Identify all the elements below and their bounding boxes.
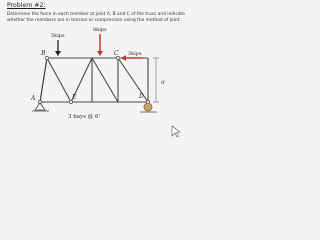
height-label: 8' (161, 80, 166, 86)
member-diagonal-right (92, 58, 118, 102)
load-arrow-c-head (121, 55, 126, 61)
member-be (47, 58, 71, 102)
roller-support-wheel (144, 103, 152, 111)
roller-support (140, 103, 157, 112)
truss-members (40, 58, 148, 102)
joint-marker-b (45, 56, 48, 59)
span-label: 3 bays @ 6' (68, 114, 100, 120)
load-label-3kips: 3kips (128, 51, 142, 57)
joint-label-b: B (41, 50, 46, 57)
pin-support (32, 103, 49, 111)
joint-label-a: A (31, 95, 36, 102)
problem-title: Problem #2: (7, 2, 46, 9)
joint-label-c: C (114, 50, 119, 57)
pin-support-triangle (35, 103, 45, 110)
load-arrow-mid-head (97, 51, 103, 56)
load-arrow-b-head (55, 51, 61, 56)
truss-figure (0, 0, 200, 161)
load-label-8kips: 8kips (93, 27, 107, 33)
cursor-icon (172, 126, 180, 137)
load-label-5kips: 5kips (51, 33, 65, 39)
problem-statement: Determine the force in each member at joint A, B and C of the truss and indicate whether the members are in tension or compression using the method of joint. (7, 12, 185, 24)
member-ae (40, 58, 47, 102)
cursor-shape (172, 126, 180, 137)
joint-label-d: D (139, 93, 144, 100)
joint-label-e: E (72, 94, 77, 101)
height-dimension (153, 58, 159, 102)
